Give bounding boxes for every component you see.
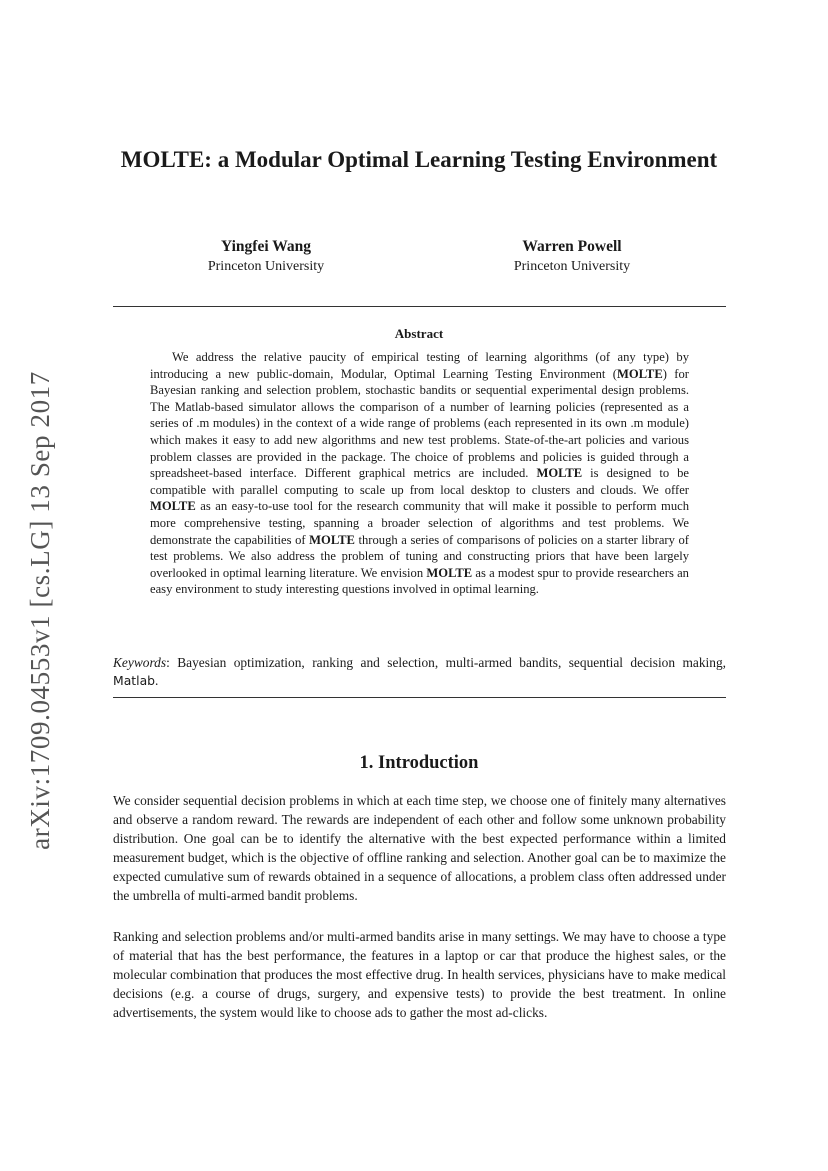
molte-name: MOLTE [426,565,473,580]
author-affiliation: Princeton University [207,259,325,274]
abstract-segment: as an easy-to-use tool for the research community that will make it possible to perform much more comprehensive testing, spanning a broader selection of algorithms and test problems. We demonstrate the capabilities of [150,499,689,547]
top-rule [113,306,726,307]
keywords-label: Keywords [113,655,167,670]
paper-title: MOLTE: a Modular Optimal Learning Testing Environment [120,147,718,172]
keyword-matlab: Matlab [113,673,156,688]
bottom-rule [113,697,726,698]
molte-name: MOLTE [309,532,355,547]
abstract-segment: as a modest spur to provide researchers an easy environment to study interesting questions involved in optimal learning. [150,565,689,597]
body-paragraph-1: We consider sequential decision problems in which at each time step, we choose one of finitely many alternatives and observe a random reward. The rewards are independent of each other and follow some unknown probability distribution. One goal can be to identify the alternative with the best expected performance within a limited measurement budget, which is the objective of offline ranking and selection. Another goal can be to maximize the expected cumulative sum of rewards obtained in a sequence of allocations, a problem class often addressed under the umbrella of multi-armed bandit problems. [113,793,726,903]
author-1 [208,237,324,277]
section-heading: 1. Introduction [359,753,479,773]
abstract-segment: ) for Bayesian ranking and selection problem, stochastic bandits or sequential experimental design problems. The Matlab-based simulator allows the comparison of a number of learning policies (represented as a series of .m modules) in the context of a wide range of problems (each represented in its own .m module) which makes it easy to add new algorithms and new test problems. State-of-the-art policies and various problem classes are provided in the package. The choice of problems and policies is guided through a spreadsheet-based interface. Different graphical metrics are included. [150,366,689,481]
author-affiliation: Princeton University [513,259,631,274]
abstract-text [150,349,689,598]
abstract-segment: through a series of comparisons of policies on a starter library of test problems. We also address the problem of tuning and constructing priors that have been largely overlooked in optimal learning literature. We envision [150,532,689,580]
arxiv-identifier-text: arXiv:1709.04553v1 [cs.LG] 13 Sep 2017 [24,370,55,850]
abstract-segment: We address the relative paucity of empirical testing of learning algorithms (of any type) by introducing a new public-domain, Modular, Optimal Learning Testing Environment ( [150,350,689,381]
abstract-segment: is designed to be compatible with parallel computing to scale up from local desktop to clusters and clouds. We offer [150,466,689,497]
arxiv-identifier-stamp [12,360,68,860]
keywords-text: : Bayesian optimization, ranking and selection, multi-armed bandits, sequential decision making, [166,655,726,670]
author-name: Warren Powell [522,238,622,255]
body-paragraph-2: Ranking and selection problems and/or multi-armed bandits arise in many settings. We may have to choose a type of material that has the best performance, the features in a laptop or car that produce the highest sales, or the molecular combination that produces the most effective drug. In health services, physicians have to make medical decisions (e.g. a course of drugs, surgery, and expensive tests) to provide the best treatment. In online advertisements, the system would like to choose ads to gather the most ad-clicks. [113,929,726,1020]
abstract-heading: Abstract [394,326,444,341]
author-name: Yingfei Wang [220,238,311,255]
keywords-line [113,654,726,690]
keywords-end: . [155,673,159,688]
molte-name: MOLTE [536,466,583,481]
author-block [113,237,725,277]
author-2 [514,237,630,277]
molte-name: MOLTE [617,366,663,381]
molte-name: MOLTE [150,499,196,514]
